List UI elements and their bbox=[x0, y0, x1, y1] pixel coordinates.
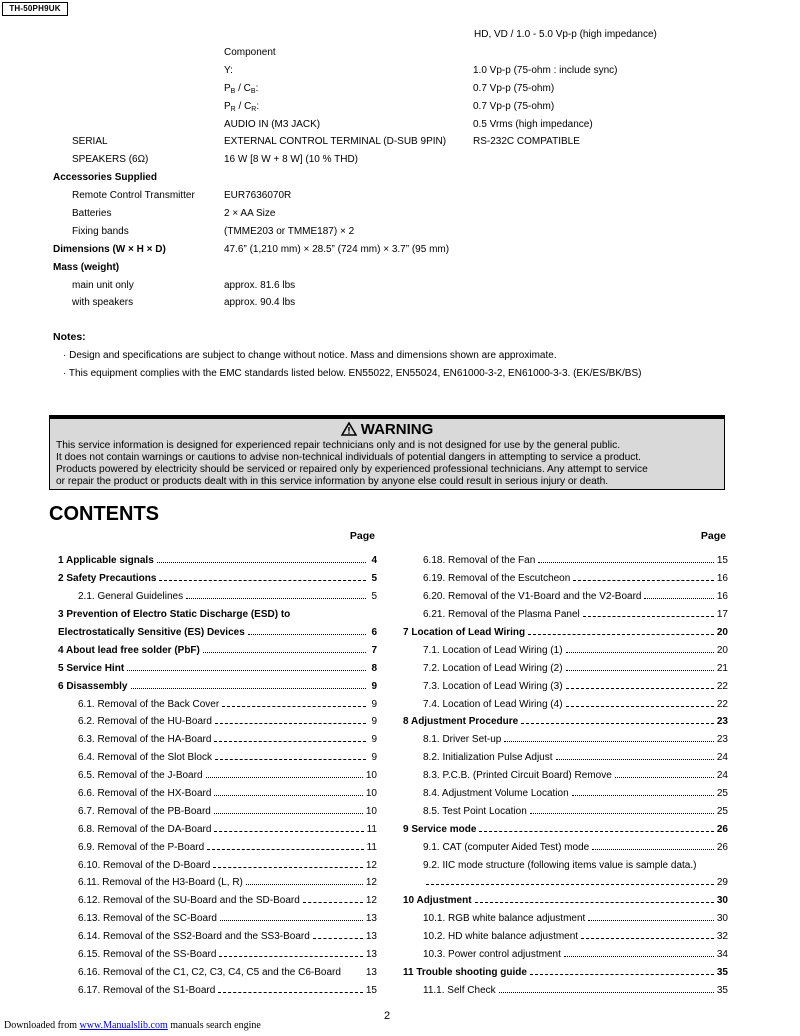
toc-leader bbox=[131, 688, 367, 689]
spec-value: approx. 90.4 lbs bbox=[224, 297, 296, 309]
toc-entry-label: 5 Service Hint bbox=[58, 662, 125, 674]
toc-entry-page: 8 bbox=[371, 662, 377, 674]
toc-leader bbox=[214, 831, 363, 832]
toc-entry-page: 35 bbox=[716, 984, 728, 996]
warning-text bbox=[50, 440, 724, 488]
warning-line: This service information is designed for experienced repair technicians only and is not designed for use by the general public. bbox=[56, 440, 621, 451]
toc-entry-label: 8 Adjustment Procedure bbox=[403, 716, 519, 728]
spec-detail: 1.0 Vp-p (75-ohm : include sync) bbox=[473, 64, 618, 76]
toc-entry-label: 6 Disassembly bbox=[58, 680, 128, 692]
contents-column-left bbox=[58, 530, 377, 999]
spec-detail: 0.7 Vp-p (75-ohm) bbox=[473, 82, 555, 94]
toc-entry[interactable] bbox=[58, 946, 377, 964]
spec-value: EUR7636070R bbox=[224, 190, 292, 202]
toc-entry-label: 7.4. Location of Lead Wiring (4) bbox=[423, 698, 563, 710]
toc-entry-page: 21 bbox=[716, 662, 728, 674]
spec-row bbox=[53, 223, 753, 241]
toc-entry-page: 13 bbox=[365, 931, 377, 943]
toc-entry[interactable] bbox=[58, 659, 377, 677]
toc-entry[interactable] bbox=[403, 928, 728, 946]
toc-entry[interactable] bbox=[58, 910, 377, 928]
toc-entry-page: 11 bbox=[366, 823, 377, 835]
toc-leader bbox=[644, 598, 713, 599]
toc-entry-page: 10 bbox=[365, 770, 377, 782]
spec-value: EXTERNAL CONTROL TERMINAL (D-SUB 9PIN) bbox=[224, 136, 447, 148]
notes-section bbox=[53, 331, 753, 383]
toc-entry[interactable] bbox=[403, 963, 728, 981]
toc-entry-label: 6.12. Removal of the SU-Board and the SD-Board bbox=[78, 895, 300, 907]
toc-entry-label: 2.1. General Guidelines bbox=[78, 591, 184, 603]
toc-leader bbox=[479, 831, 714, 832]
spec-label: Mass (weight) bbox=[53, 261, 120, 273]
toc-leader bbox=[581, 938, 714, 939]
spec-label: with speakers bbox=[72, 297, 134, 309]
toc-entry[interactable] bbox=[58, 731, 377, 749]
manualslib-link[interactable]: www.Manualslib.com bbox=[79, 1020, 168, 1031]
toc-leader bbox=[303, 902, 363, 903]
toc-entry-page: 16 bbox=[716, 573, 728, 585]
toc-entry[interactable] bbox=[403, 606, 728, 624]
toc-entry[interactable] bbox=[58, 606, 377, 624]
toc-entry-page: 35 bbox=[716, 966, 728, 978]
toc-leader bbox=[530, 813, 714, 814]
warning-line: It does not contain warnings or cautions to advise non-technical individuals of potential dangers in attempting to service a product. bbox=[56, 452, 641, 463]
toc-entry-page: 10 bbox=[365, 805, 377, 817]
toc-entry-label: Electrostatically Sensitive (ES) Devices bbox=[58, 627, 245, 638]
toc-leader bbox=[530, 974, 714, 975]
spec-value: AUDIO IN (M3 JACK) bbox=[224, 118, 321, 130]
toc-entry[interactable] bbox=[403, 820, 728, 838]
spec-row bbox=[53, 98, 753, 116]
spec-value-part: / C bbox=[235, 100, 252, 112]
toc-leader bbox=[220, 920, 363, 921]
toc-entry[interactable] bbox=[403, 695, 728, 713]
contents-title: CONTENTS bbox=[49, 503, 159, 525]
toc-entry-page: 20 bbox=[716, 644, 728, 656]
toc-leader bbox=[475, 902, 714, 903]
toc-leader bbox=[215, 723, 366, 724]
toc-leader bbox=[615, 777, 714, 778]
toc-entry[interactable] bbox=[58, 892, 377, 910]
warning-line: or repair the product or products dealt with in this service information by anyone else could result in serious injury or death. bbox=[56, 476, 609, 487]
toc-leader bbox=[592, 849, 714, 850]
toc-leader bbox=[521, 723, 714, 724]
toc-leader bbox=[426, 884, 714, 885]
toc-entry[interactable] bbox=[403, 892, 728, 910]
toc-entry-page: 15 bbox=[365, 984, 377, 996]
toc-entry-page: 13 bbox=[365, 949, 377, 961]
toc-leader bbox=[213, 867, 363, 868]
toc-entry-page: 22 bbox=[716, 698, 728, 710]
warning-triangle-icon bbox=[341, 422, 357, 442]
toc-entry-label: 6.18. Removal of the Fan bbox=[423, 555, 536, 567]
notes-title: Notes: bbox=[53, 331, 86, 343]
toc-leader bbox=[504, 741, 714, 742]
toc-entry-label: 6.9. Removal of the P-Board bbox=[78, 841, 205, 853]
toc-entry-label: 8.1. Driver Set-up bbox=[423, 734, 502, 746]
download-footer bbox=[4, 1020, 261, 1031]
toc-leader bbox=[127, 670, 366, 671]
spec-label: SERIAL bbox=[72, 136, 108, 148]
toc-leader bbox=[583, 616, 714, 617]
toc-leader bbox=[572, 795, 714, 796]
toc-leader bbox=[214, 813, 363, 814]
toc-entry-page: 17 bbox=[716, 609, 728, 621]
toc-entry-label: 10.2. HD white balance adjustment bbox=[423, 931, 579, 943]
toc-leader bbox=[214, 741, 366, 742]
toc-entry-label: 6.10. Removal of the D-Board bbox=[78, 859, 211, 871]
toc-entry-page: 12 bbox=[365, 895, 377, 907]
spec-value: 2 × AA Size bbox=[224, 208, 276, 220]
spec-row bbox=[53, 241, 753, 259]
spec-value-part: P bbox=[224, 100, 231, 112]
toc-entry-page: 23 bbox=[716, 734, 728, 746]
toc-entry-label: 6.15. Removal of the SS-Board bbox=[78, 949, 217, 961]
toc-entry-label: 6.4. Removal of the Slot Block bbox=[78, 752, 212, 764]
toc-entry-label: 7.1. Location of Lead Wiring (1) bbox=[423, 644, 563, 656]
spec-label: Fixing bands bbox=[72, 225, 129, 237]
toc-entry[interactable] bbox=[403, 981, 728, 999]
toc-entry-page: 6 bbox=[371, 627, 377, 638]
spec-row bbox=[53, 169, 753, 187]
toc-entry[interactable] bbox=[403, 838, 728, 856]
spec-row bbox=[53, 294, 753, 312]
specifications-table bbox=[53, 44, 753, 312]
toc-entry-label: 8.4. Adjustment Volume Location bbox=[423, 788, 569, 800]
toc-entry-label: 9.2. IIC mode structure (following items value is sample data.) bbox=[423, 859, 697, 871]
toc-entry[interactable] bbox=[58, 695, 377, 713]
toc-entry-page: 9 bbox=[371, 716, 377, 728]
toc-entry[interactable] bbox=[403, 910, 728, 928]
spec-row bbox=[53, 205, 753, 223]
spec-value-part: : bbox=[255, 82, 259, 94]
toc-entry-page: 13 bbox=[365, 913, 377, 925]
toc-entry[interactable] bbox=[403, 677, 728, 695]
toc-leader bbox=[566, 688, 714, 689]
spec-row bbox=[53, 187, 753, 205]
toc-leader bbox=[222, 706, 366, 707]
spec-detail: RS-232C COMPATIBLE bbox=[473, 136, 580, 148]
toc-leader bbox=[186, 598, 366, 599]
spec-value: (TMME203 or TMME187) × 2 bbox=[224, 225, 355, 237]
note-item: · Design and specifications are subject to change without notice. Mass and dimensions shown are approximate. bbox=[63, 350, 557, 361]
spec-label: Batteries bbox=[72, 208, 112, 220]
toc-entry[interactable] bbox=[58, 820, 377, 838]
contents-column-right bbox=[403, 530, 728, 999]
spec-value: 16 W [8 W + 8 W] (10 % THD) bbox=[224, 154, 359, 166]
toc-entry-page: 30 bbox=[716, 913, 728, 925]
toc-leader bbox=[538, 562, 714, 563]
toc-entry-page: 26 bbox=[716, 823, 728, 835]
toc-entry-page: 9 bbox=[371, 680, 377, 692]
warning-title: WARNING bbox=[360, 421, 434, 438]
spec-hd-vd-value: HD, VD / 1.0 - 5.0 Vp-p (high impedance) bbox=[474, 29, 657, 40]
spec-row bbox=[53, 116, 753, 134]
toc-leader bbox=[207, 849, 363, 850]
toc-entry-page: 7 bbox=[371, 644, 377, 656]
spec-detail: 0.5 Vrms (high impedance) bbox=[473, 118, 593, 130]
toc-entry-label: 1 Applicable signals bbox=[58, 555, 154, 567]
toc-entry[interactable] bbox=[403, 713, 728, 731]
toc-entry[interactable] bbox=[403, 946, 728, 964]
toc-leader bbox=[218, 992, 363, 993]
toc-entry[interactable] bbox=[58, 802, 377, 820]
spec-label: SPEAKERS (6Ω) bbox=[72, 154, 149, 166]
toc-entry-label: 6.16. Removal of the C1, C2, C3, C4, C5 and the C6-Board bbox=[78, 966, 341, 978]
toc-entry-label: 8.5. Test Point Location bbox=[423, 805, 527, 817]
toc-entry-page: 32 bbox=[716, 931, 728, 943]
spec-label: Accessories Supplied bbox=[53, 172, 157, 184]
toc-leader bbox=[573, 580, 714, 581]
spec-row bbox=[53, 151, 753, 169]
toc-leader bbox=[215, 759, 366, 760]
toc-entry-label: 10.1. RGB white balance adjustment bbox=[423, 913, 586, 925]
toc-entry[interactable] bbox=[403, 624, 728, 642]
warning-box bbox=[49, 415, 725, 490]
toc-entry-page: 10 bbox=[365, 788, 377, 800]
page-column-header: Page bbox=[349, 530, 375, 542]
spec-row bbox=[53, 62, 753, 80]
toc-leader bbox=[588, 920, 714, 921]
toc-entry-label: 4 About lead free solder (PbF) bbox=[58, 644, 200, 656]
toc-entry-page: 20 bbox=[716, 627, 728, 638]
toc-entry[interactable] bbox=[58, 838, 377, 856]
toc-leader bbox=[248, 634, 366, 635]
toc-entry[interactable] bbox=[58, 641, 377, 659]
warning-heading bbox=[50, 420, 724, 440]
toc-leader bbox=[206, 777, 363, 778]
toc-entry-label: 6.2. Removal of the HU-Board bbox=[78, 716, 212, 728]
toc-entry-page: 29 bbox=[716, 877, 728, 889]
toc-entry[interactable] bbox=[403, 856, 728, 874]
toc-entry-label: 6.7. Removal of the PB-Board bbox=[78, 805, 211, 817]
toc-entry[interactable] bbox=[403, 785, 728, 803]
toc-leader bbox=[203, 652, 366, 653]
toc-entry-page: 25 bbox=[716, 788, 728, 800]
toc-entry-page: 34 bbox=[716, 949, 728, 961]
toc-entry[interactable] bbox=[403, 767, 728, 785]
subscript: B bbox=[250, 87, 256, 95]
toc-leader bbox=[219, 956, 362, 957]
toc-entry-page: 12 bbox=[365, 859, 377, 871]
toc-entry-label: 6.6. Removal of the HX-Board bbox=[78, 788, 212, 800]
subscript: B bbox=[230, 87, 236, 95]
toc-entry[interactable] bbox=[58, 677, 377, 695]
toc-entry-page: 30 bbox=[716, 895, 728, 907]
warning-line: Products powered by electricity should be serviced or repaired only by experienced professional technicians. Any attempt to service bbox=[56, 464, 648, 475]
toc-leader bbox=[159, 580, 366, 581]
toc-entry-page: 23 bbox=[716, 716, 728, 728]
toc-entry-page: 22 bbox=[716, 680, 728, 692]
subscript: R bbox=[230, 105, 236, 113]
toc-entry-page: 9 bbox=[371, 752, 377, 764]
footer-prefix: Downloaded from bbox=[4, 1020, 80, 1031]
toc-entry[interactable] bbox=[403, 874, 728, 892]
toc-entry-label: 8.3. P.C.B. (Printed Circuit Board) Remove bbox=[423, 770, 612, 782]
spec-label: Dimensions (W × H × D) bbox=[53, 243, 166, 255]
toc-entry[interactable] bbox=[58, 928, 377, 946]
toc-entry-page: 5 bbox=[371, 573, 377, 585]
toc-entry[interactable] bbox=[58, 856, 377, 874]
toc-entry-label: 6.21. Removal of the Plasma Panel bbox=[423, 609, 580, 621]
toc-entry-page: 15 bbox=[716, 555, 728, 567]
spec-value: 47.6” (1,210 mm) × 28.5” (724 mm) × 3.7” (95 mm) bbox=[224, 243, 450, 255]
note-item: · This equipment complies with the EMC standards listed below. EN55022, EN55024, EN61000-3-2, EN61000-3-3. (EK/ES/BK/BS) bbox=[63, 368, 642, 379]
toc-entry-label: 7 Location of Lead Wiring bbox=[403, 627, 526, 638]
toc-entry-page: 26 bbox=[716, 841, 728, 853]
spec-label: main unit only bbox=[72, 279, 134, 291]
toc-entry[interactable] bbox=[403, 749, 728, 767]
toc-entry-page: 11 bbox=[366, 841, 377, 853]
spec-value-part: / C bbox=[235, 82, 251, 94]
toc-entry-label: 11.1. Self Check bbox=[423, 984, 496, 996]
toc-entry-label: 11 Trouble shooting guide bbox=[403, 966, 527, 978]
spec-value bbox=[224, 80, 258, 98]
toc-entry-page: 5 bbox=[371, 591, 377, 603]
toc-entry-page: 25 bbox=[716, 805, 728, 817]
toc-entry[interactable] bbox=[403, 641, 728, 659]
spec-value-part: P bbox=[224, 82, 231, 94]
spec-row bbox=[53, 277, 753, 295]
toc-leader bbox=[566, 670, 714, 671]
toc-leader bbox=[246, 884, 363, 885]
toc-leader bbox=[313, 938, 363, 939]
spec-row bbox=[53, 44, 753, 62]
toc-entry[interactable] bbox=[58, 767, 377, 785]
toc-entry-page: 24 bbox=[716, 770, 728, 782]
toc-entry-label: 6.1. Removal of the Back Cover bbox=[78, 698, 220, 710]
toc-leader bbox=[566, 652, 714, 653]
toc-entry-label: 6.11. Removal of the H3-Board (L, R) bbox=[78, 877, 243, 889]
toc-entry[interactable] bbox=[58, 713, 377, 731]
toc-entry-page: 13 bbox=[365, 966, 377, 978]
toc-entry-label: 6.20. Removal of the V1-Board and the V2-Board bbox=[423, 591, 642, 603]
toc-entry[interactable] bbox=[58, 624, 377, 642]
toc-entry-page: 12 bbox=[365, 877, 377, 889]
spec-row bbox=[53, 80, 753, 98]
toc-entry-label: 6.17. Removal of the S1-Board bbox=[78, 984, 216, 996]
toc-entry[interactable] bbox=[58, 588, 377, 606]
subscript: R bbox=[251, 105, 257, 113]
toc-leader bbox=[214, 795, 362, 796]
spec-detail: 0.7 Vp-p (75-ohm) bbox=[473, 100, 555, 112]
toc-leader bbox=[157, 562, 366, 563]
toc-entry-label: 9.1. CAT (computer Aided Test) mode bbox=[423, 841, 590, 853]
toc-entry-label: 6.19. Removal of the Escutcheon bbox=[423, 573, 571, 585]
toc-entry-page: 9 bbox=[371, 734, 377, 746]
toc-leader bbox=[499, 992, 714, 993]
toc-entry-page: 4 bbox=[371, 555, 377, 567]
toc-entry[interactable] bbox=[403, 731, 728, 749]
spec-label: Remote Control Transmitter bbox=[72, 190, 195, 202]
spec-value bbox=[224, 98, 259, 116]
toc-entry[interactable] bbox=[403, 588, 728, 606]
toc-entry-page: 24 bbox=[716, 752, 728, 764]
toc-entry[interactable] bbox=[58, 963, 377, 981]
toc-entry-label: 6.8. Removal of the DA-Board bbox=[78, 823, 212, 835]
toc-entry[interactable] bbox=[58, 570, 377, 588]
spec-value: Y: bbox=[224, 64, 233, 76]
spec-value-part: : bbox=[256, 100, 260, 112]
toc-entry-label: 2 Safety Precautions bbox=[58, 573, 157, 585]
toc-entry-label: 9 Service mode bbox=[403, 823, 477, 835]
toc-entry-label: 10 Adjustment bbox=[403, 895, 472, 907]
toc-leader bbox=[566, 706, 714, 707]
toc-entry-label: 3 Prevention of Electro Static Discharge (ESD) to bbox=[58, 609, 291, 621]
toc-entry-label: 7.2. Location of Lead Wiring (2) bbox=[423, 662, 563, 674]
toc-entry[interactable] bbox=[403, 570, 728, 588]
toc-entry[interactable] bbox=[58, 785, 377, 803]
toc-entry-label: 10.3. Power control adjustment bbox=[423, 949, 561, 961]
page-column-header: Page bbox=[700, 530, 726, 542]
toc-leader bbox=[556, 759, 714, 760]
toc-entry[interactable] bbox=[403, 802, 728, 820]
toc-entry-label: 8.2. Initialization Pulse Adjust bbox=[423, 752, 553, 764]
spec-value: approx. 81.6 lbs bbox=[224, 279, 296, 291]
toc-entry[interactable] bbox=[58, 749, 377, 767]
toc-entry-label: 7.3. Location of Lead Wiring (3) bbox=[423, 680, 563, 692]
toc-entry[interactable] bbox=[403, 659, 728, 677]
model-tag: TH-50PH9UK bbox=[2, 2, 68, 16]
toc-entry[interactable] bbox=[58, 552, 377, 570]
toc-entry-page: 16 bbox=[716, 591, 728, 603]
toc-entry-label: 6.5. Removal of the J-Board bbox=[78, 770, 203, 782]
toc-entry-label: 6.14. Removal of the SS2-Board and the SS3-Board bbox=[78, 931, 310, 943]
toc-entry-label: 6.13. Removal of the SC-Board bbox=[78, 913, 217, 925]
spec-value: Component bbox=[224, 47, 276, 58]
toc-entry-page: 9 bbox=[371, 698, 377, 710]
spec-row bbox=[53, 133, 753, 151]
footer-suffix: manuals search engine bbox=[167, 1020, 261, 1031]
toc-leader bbox=[564, 956, 714, 957]
toc-entry[interactable] bbox=[58, 981, 377, 999]
toc-entry[interactable] bbox=[58, 874, 377, 892]
page-number: 2 bbox=[384, 1010, 391, 1022]
toc-entry[interactable] bbox=[403, 552, 728, 570]
toc-entry-label: 6.3. Removal of the HA-Board bbox=[78, 734, 212, 746]
spec-row bbox=[53, 259, 753, 277]
toc-leader bbox=[528, 634, 714, 635]
